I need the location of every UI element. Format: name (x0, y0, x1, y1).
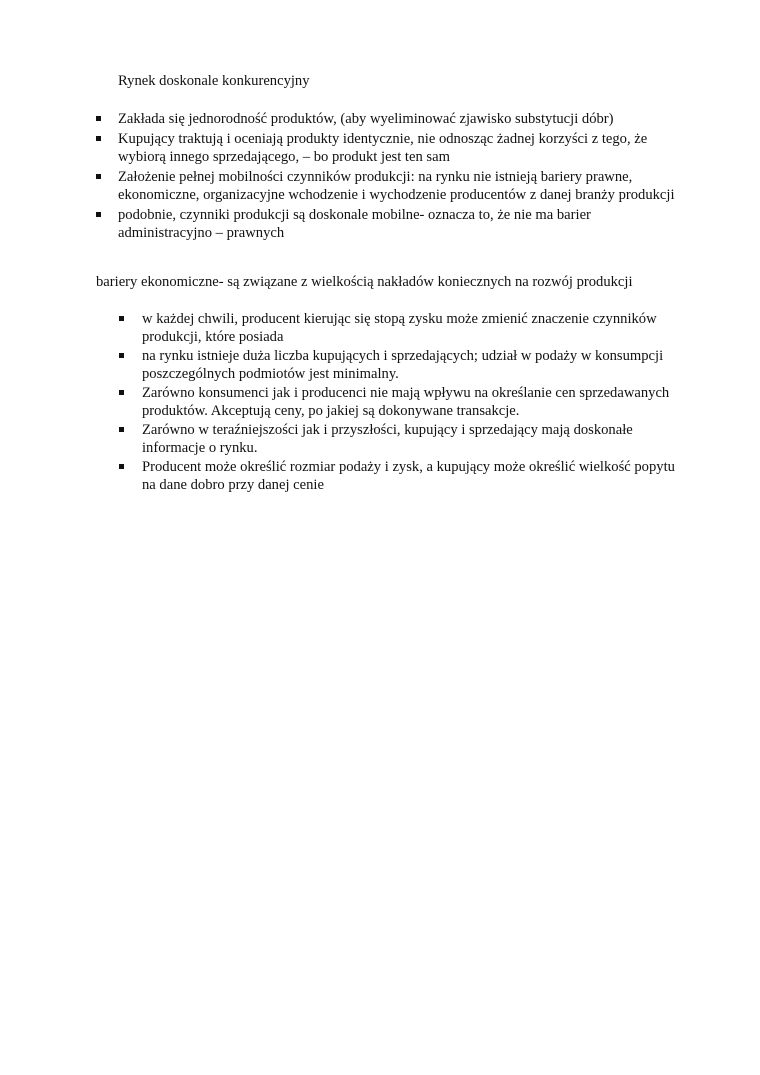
square-bullet-icon (119, 316, 124, 321)
list-item-text: Kupujący traktują i oceniają produkty identycznie, nie odnosząc żadnej korzyści z tego, że wybiorą innego sprzedającego, – bo produkt jest ten sam (118, 131, 648, 165)
list-item (142, 458, 690, 494)
list-item (142, 310, 690, 346)
square-bullet-icon (96, 174, 101, 179)
square-bullet-icon (96, 212, 101, 217)
list-item (142, 421, 690, 457)
square-bullet-icon (96, 116, 101, 121)
list-item (118, 206, 688, 242)
bullet-list-secondary (142, 310, 690, 495)
list-item-text: na rynku istnieje duża liczba kupujących i sprzedających; udział w podaży w konsumpcji poszczególnych podmiotów jest minimalny. (142, 348, 664, 382)
list-item-text: Zarówno w teraźniejszości jak i przyszłości, kupujący i sprzedający mają doskonałe informacje o rynku. (142, 422, 633, 456)
body-paragraph: bariery ekonomiczne- są związane z wielkością nakładów koniecznych na rozwój produkcji (96, 274, 633, 290)
list-item (118, 110, 688, 128)
square-bullet-icon (119, 390, 124, 395)
square-bullet-icon (119, 427, 124, 432)
list-item (118, 168, 688, 204)
list-item (142, 384, 690, 420)
bullet-list-primary (118, 110, 688, 244)
list-item-text: Założenie pełnej mobilności czynników produkcji: na rynku nie istnieją bariery prawne, ekonomiczne, organizacyjne wchodzenie i wychodzenie producentów z danej branży produkcji (118, 169, 675, 203)
list-item-text: Zarówno konsumenci jak i producenci nie mają wpływu na określanie cen sprzedawanych produktów. Akceptują ceny, po jakiej są dokonywane transakcje. (142, 385, 670, 419)
list-item-text: Producent może określić rozmiar podaży i zysk, a kupujący może określić wielkość popytu na dane dobro przy danej cenie (142, 459, 675, 493)
document-title: Rynek doskonale konkurencyjny (118, 73, 310, 89)
list-item-text: podobnie, czynniki produkcji są doskonale mobilne- oznacza to, że nie ma barier administracyjno – prawnych (118, 207, 591, 241)
square-bullet-icon (119, 464, 124, 469)
list-item-text: Zakłada się jednorodność produktów, (aby wyeliminować zjawisko substytucji dóbr) (118, 111, 614, 127)
square-bullet-icon (96, 136, 101, 141)
list-item (142, 347, 690, 383)
list-item-text: w każdej chwili, producent kierując się stopą zysku może zmienić znaczenie czynników produkcji, które posiada (142, 311, 657, 345)
list-item (118, 130, 688, 166)
square-bullet-icon (119, 353, 124, 358)
